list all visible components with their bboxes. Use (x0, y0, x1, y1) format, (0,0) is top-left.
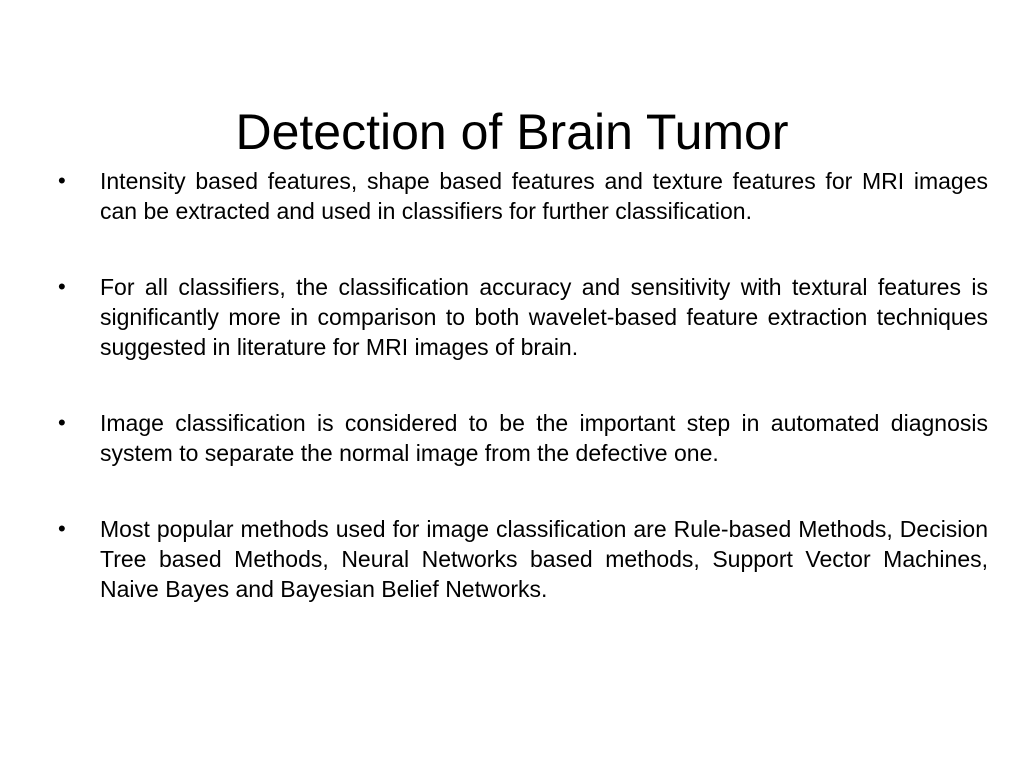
slide-title: Detection of Brain Tumor (235, 103, 789, 160)
bullet-marker: • (58, 410, 66, 435)
bullet-text: Intensity based features, shape based features and texture features for MRI images can be extracted and used in classifiers for further classification. (100, 168, 988, 224)
bullet-item-4 (58, 514, 988, 604)
bullet-item-3 (58, 408, 988, 468)
bullet-text: Image classification is considered to be the important step in automated diagnosis system to separate the normal image from the defective one. (100, 410, 988, 466)
bullet-text: For all classifiers, the classification accuracy and sensitivity with textural features is significantly more in comparison to both wavelet-based feature extraction techniques suggested in literature for MRI images of brain. (100, 274, 988, 360)
bullet-marker: • (58, 168, 66, 193)
bullet-marker: • (58, 274, 66, 299)
bullet-item-2 (58, 272, 988, 362)
bullet-text: Most popular methods used for image classification are Rule-based Methods, Decision Tree based Methods, Neural Networks based methods, Support Vector Machines, Naive Bayes and Bayesian Belief Networks. (100, 516, 988, 602)
bullet-item-1 (58, 166, 988, 226)
bullet-marker: • (58, 516, 66, 541)
bullet-list (58, 166, 988, 650)
